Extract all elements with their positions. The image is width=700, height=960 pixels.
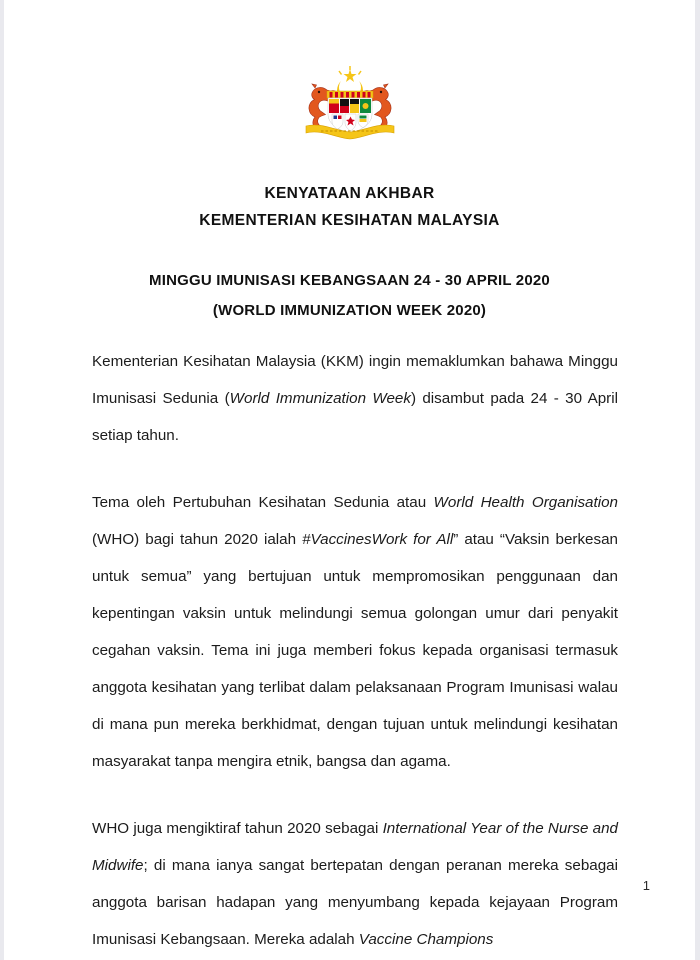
heading-kenyataan-akhbar: KENYATAAN AKHBAR bbox=[264, 185, 435, 202]
document-subtitle bbox=[4, 266, 695, 326]
paragraph-3: WHO juga mengiktiraf tahun 2020 sebagai International Year of the Nurse and Midwife; di mana ianya sangat bertepatan dengan peranan mereka sebagai anggota barisan hadapan yang menyumbang kepada kejayaan Program Imunisasi Kebangsaan. Mereka adalah Vaccine Champions bbox=[92, 820, 618, 948]
emblem-container bbox=[4, 66, 695, 142]
page-number: 1 bbox=[642, 878, 650, 893]
document-body bbox=[92, 343, 618, 958]
jata-negara-coat-of-arms-icon bbox=[291, 66, 409, 142]
paragraph-1: Kementerian Kesihatan Malaysia (KKM) ingin memaklumkan bahawa Minggu Imunisasi Sedunia (World Immunization Week) disambut pada 24 - 30 April setiap tahun. bbox=[92, 353, 618, 444]
subtitle-line-minggu-imunisasi: MINGGU IMUNISASI KEBANGSAAN 24 - 30 APRIL 2020 bbox=[149, 272, 550, 289]
paragraph-2: Tema oleh Pertubuhan Kesihatan Sedunia atau World Health Organisation (WHO) bagi tahun 2020 ialah #VaccinesWork for All” atau “Vaksin berkesan untuk semua” yang bertujuan untuk mempromosikan penggunaan dan kepentingan vaksin untuk melindungi semua golongan umur dari penyakit cegahan vaksin. Tema ini juga memberi fokus kepada organisasi termasuk anggota kesihatan yang terlibat dalam pelaksanaan Program Imunisasi walau di mana pun mereka berkhidmat, dengan tujuan untuk melindungi kesihatan masyarakat tanpa mengira etnik, bangsa dan agama. bbox=[92, 494, 618, 770]
heading-kementerian-kesihatan-malaysia: KEMENTERIAN KESIHATAN MALAYSIA bbox=[199, 212, 500, 229]
subtitle-line-world-immunization-week: (WORLD IMMUNIZATION WEEK 2020) bbox=[212, 302, 487, 319]
document-headings bbox=[4, 180, 695, 234]
